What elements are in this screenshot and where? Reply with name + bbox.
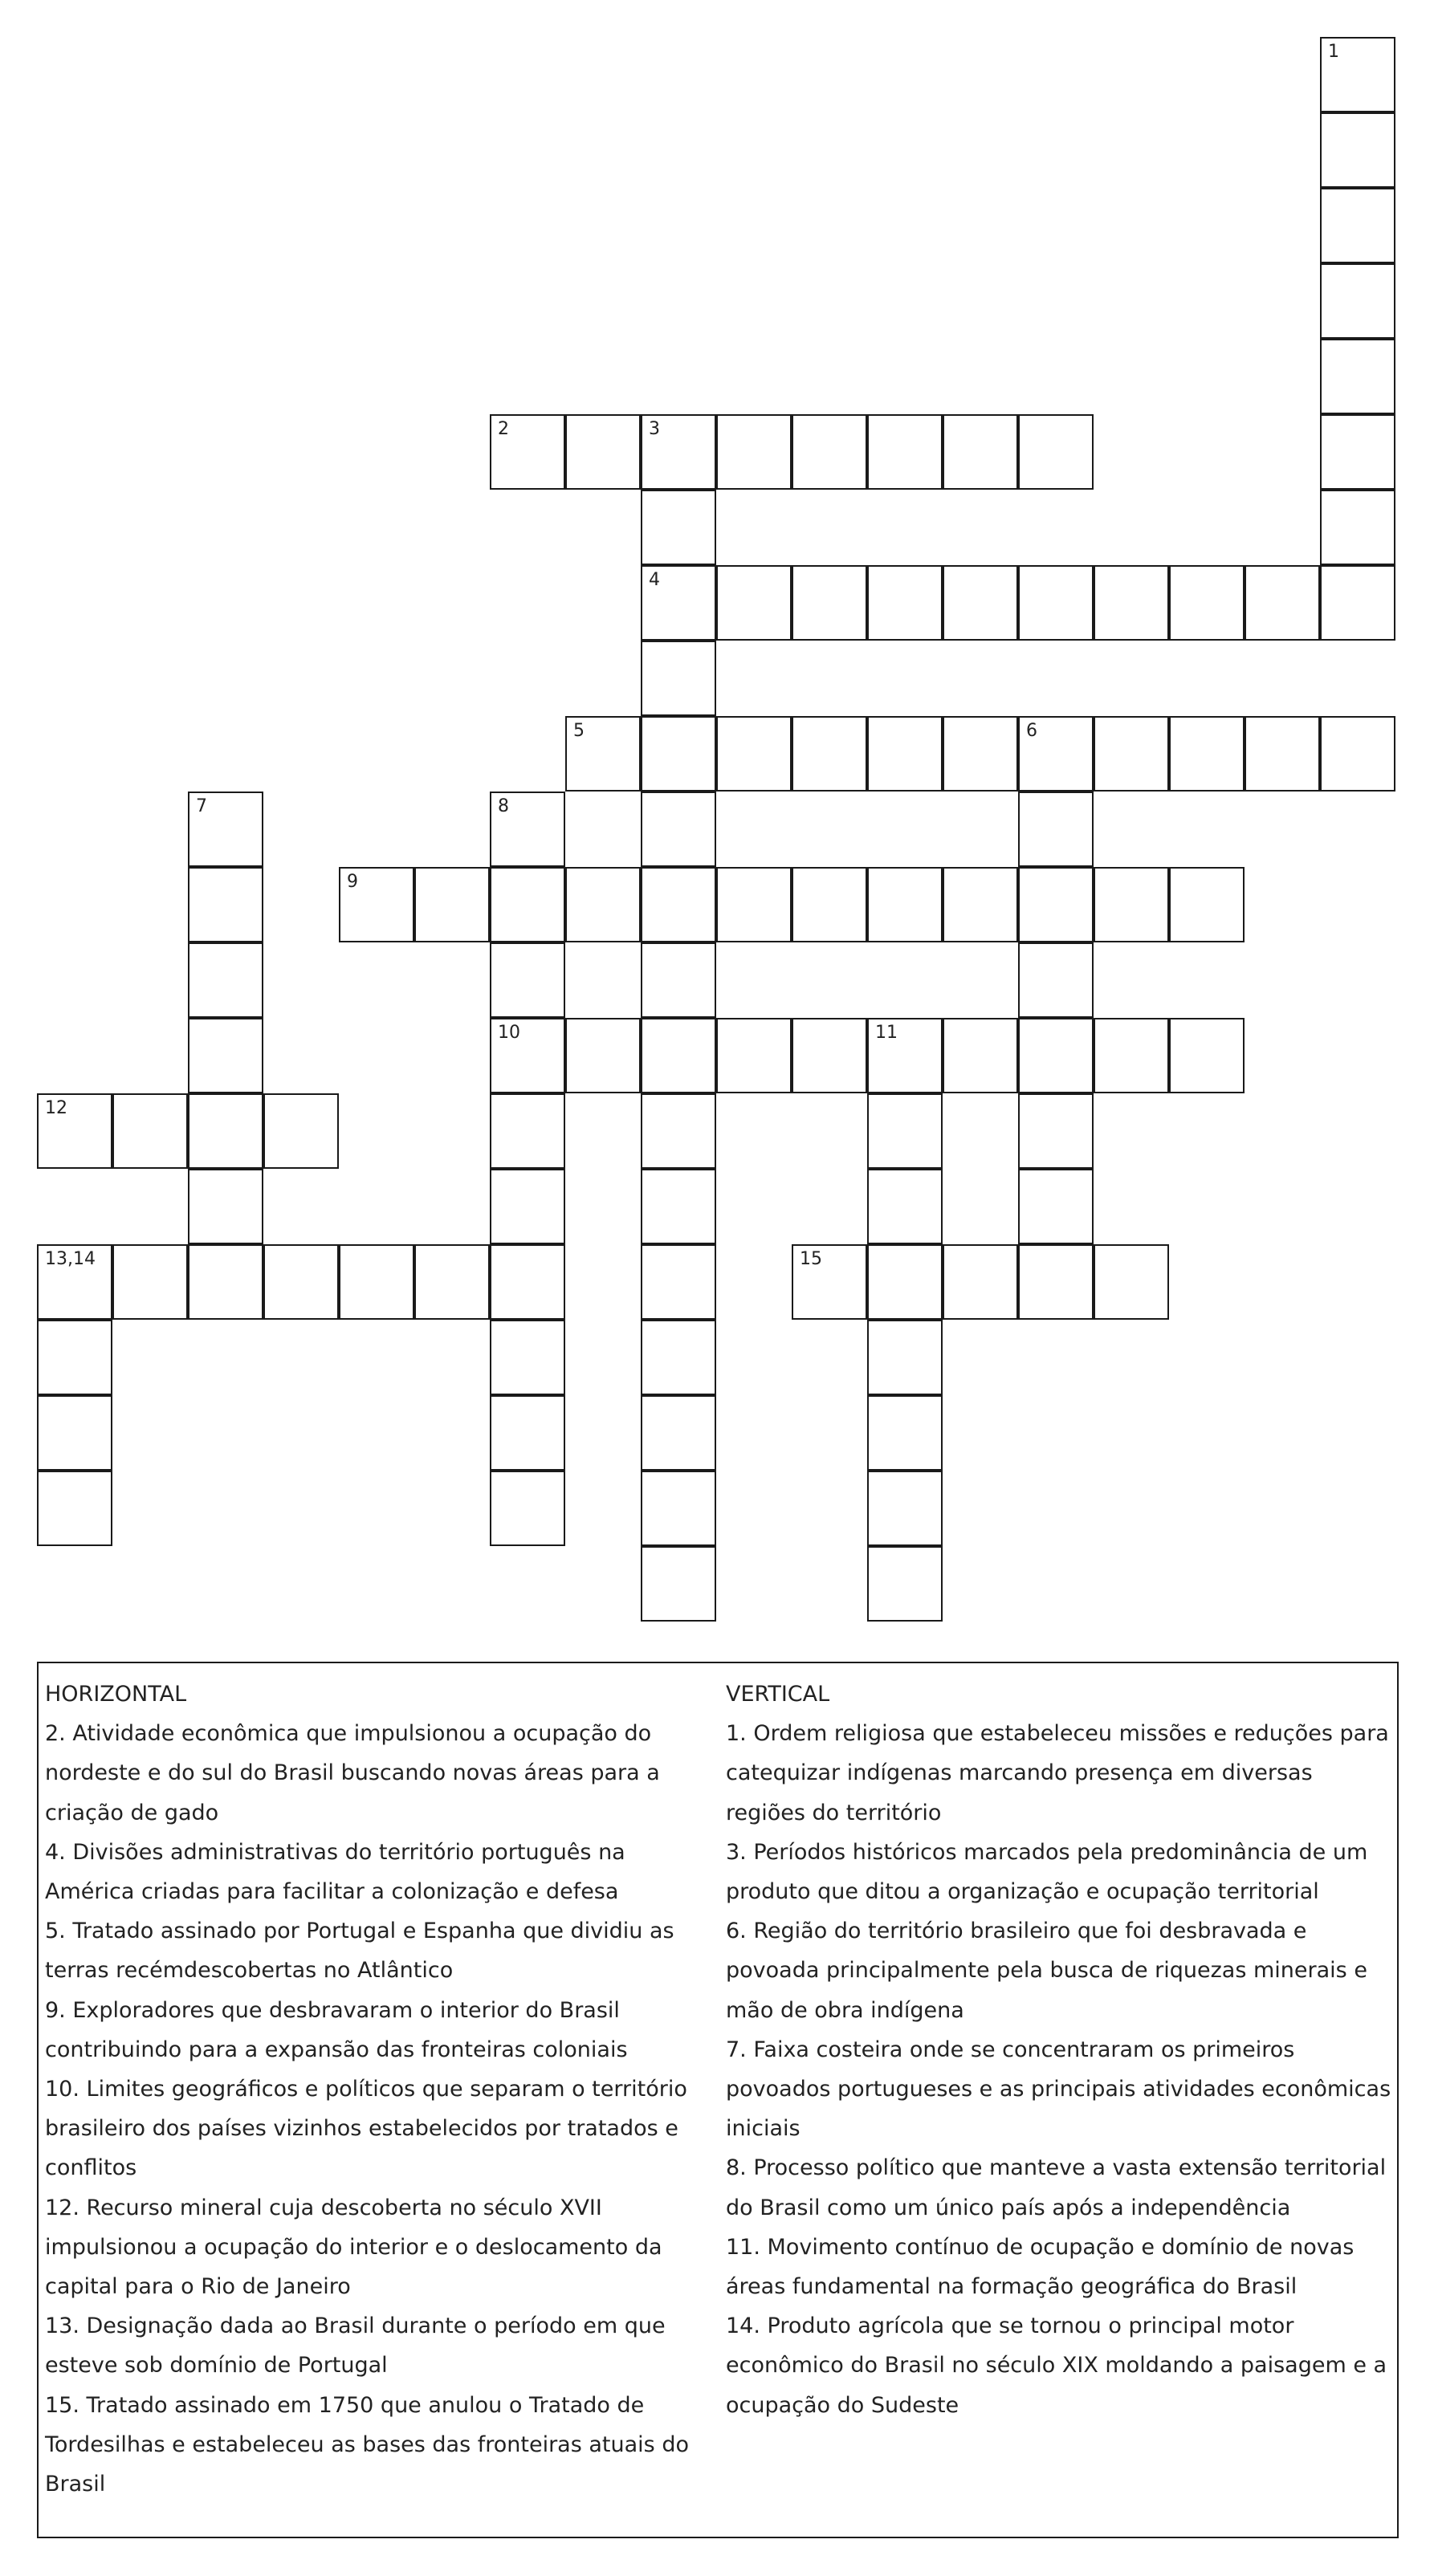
crossword-cell[interactable] [490, 1169, 565, 1244]
crossword-cell[interactable] [641, 867, 716, 942]
crossword-cell[interactable] [792, 565, 867, 641]
clue-v-1: 1. Ordem religiosa que estabeleceu missões e reduções para catequizar indígenas marcando presença em diversas regiões do território [726, 1721, 1389, 1825]
clue-v-11: 11. Movimento contínuo de ocupação e domínio de novas áreas fundamental na formação geográfica do Brasil [726, 2234, 1355, 2300]
crossword-cell[interactable] [490, 1395, 565, 1471]
crossword-cell[interactable] [641, 1320, 716, 1395]
clue-v-6: 6. Região do território brasileiro que foi desbravada e povoada principalmente pela busca de riquezas minerais e mão de obra indígena [726, 1919, 1367, 2023]
crossword-cell[interactable] [867, 1244, 943, 1320]
clue-number: 9 [347, 872, 358, 892]
crossword-cell[interactable] [1169, 716, 1245, 792]
crossword-cell[interactable] [1094, 1244, 1169, 1320]
crossword-cell[interactable] [641, 1395, 716, 1471]
crossword-cell[interactable] [1169, 1018, 1245, 1093]
crossword-cell[interactable] [1320, 490, 1395, 565]
crossword-cell[interactable] [641, 1546, 716, 1622]
clue-number: 11 [875, 1023, 898, 1043]
clue-number: 10 [498, 1023, 520, 1043]
clue-number: 8 [498, 796, 509, 816]
crossword-cell[interactable] [490, 1244, 565, 1320]
clue-h-15: 15. Tratado assinado em 1750 que anulou o Tratado de Tordesilhas e estabeleceu as bases das fronteiras atuais do Brasil [45, 2392, 689, 2497]
clue-number: 15 [800, 1249, 822, 1269]
crossword-cell[interactable] [867, 1471, 943, 1546]
crossword-cell[interactable] [943, 1244, 1018, 1320]
crossword-cell[interactable] [792, 867, 867, 942]
crossword-cell[interactable] [1018, 716, 1094, 792]
crossword-cell[interactable] [188, 1093, 263, 1169]
horizontal-heading: HORIZONTAL [45, 1682, 187, 1707]
crossword-cell[interactable] [641, 1169, 716, 1244]
crossword-cell[interactable] [792, 1018, 867, 1093]
clue-h-5: 5. Tratado assinado por Portugal e Espanha que dividiu as terras recémdescobertas no Atlântico [45, 1919, 674, 1984]
clue-v-14: 14. Produto agrícola que se tornou o principal motor econômico do Brasil no século XIX moldando a paisagem e a ocupação do Sudeste [726, 2314, 1387, 2418]
crossword-cell[interactable] [1169, 565, 1245, 641]
clue-h-2: 2. Atividade econômica que impulsionou a ocupação do nordeste e do sul do Brasil buscando novas áreas para a criação de gado [45, 1721, 660, 1825]
crossword-cell[interactable] [792, 1244, 867, 1320]
crossword-cell[interactable] [188, 1169, 263, 1244]
crossword-cell[interactable] [1018, 1093, 1094, 1169]
crossword-cell[interactable] [490, 1320, 565, 1395]
crossword-cell[interactable] [37, 1093, 112, 1169]
crossword-cell[interactable] [867, 414, 943, 490]
crossword-cell[interactable] [1320, 188, 1395, 263]
crossword-cell[interactable] [641, 565, 716, 641]
crossword-cell[interactable] [641, 414, 716, 490]
horizontal-clues [45, 1675, 703, 2504]
vertical-clues [726, 1675, 1392, 2425]
crossword-cell[interactable] [188, 1244, 263, 1320]
crossword-cell[interactable] [867, 867, 943, 942]
crossword-cell[interactable] [716, 867, 792, 942]
crossword-cell[interactable] [641, 1471, 716, 1546]
crossword-cell[interactable] [867, 1546, 943, 1622]
crossword-cell[interactable] [37, 1471, 112, 1546]
crossword-cell[interactable] [943, 414, 1018, 490]
clue-number: 5 [573, 721, 585, 741]
crossword-cell[interactable] [339, 1244, 414, 1320]
clue-h-12: 12. Recurso mineral cuja descoberta no século XVII impulsionou a ocupação do interior e o deslocamento da capital para o Rio de Janeiro [45, 2195, 662, 2300]
crossword-cell[interactable] [1320, 414, 1395, 490]
crossword-cell[interactable] [867, 716, 943, 792]
crossword-cell[interactable] [188, 942, 263, 1018]
crossword-cell[interactable] [37, 1320, 112, 1395]
clue-number: 4 [649, 570, 660, 590]
crossword-cell[interactable] [565, 867, 641, 942]
crossword-cell[interactable] [716, 716, 792, 792]
crossword-cell[interactable] [1018, 1169, 1094, 1244]
crossword-cell[interactable] [188, 792, 263, 867]
clue-v-8: 8. Processo político que manteve a vasta extensão territorial do Brasil como um único país após a independência [726, 2155, 1387, 2220]
crossword-cell[interactable] [339, 867, 414, 942]
crossword-cell[interactable] [641, 1018, 716, 1093]
crossword-cell[interactable] [867, 1320, 943, 1395]
crossword-cell[interactable] [1094, 716, 1169, 792]
clue-number: 3 [649, 419, 660, 439]
crossword-cell[interactable] [641, 716, 716, 792]
clue-h-13: 13. Designação dada ao Brasil durante o período em que esteve sob domínio de Portugal [45, 2314, 666, 2379]
crossword-cell[interactable] [867, 1169, 943, 1244]
crossword-cell[interactable] [490, 942, 565, 1018]
crossword-cell[interactable] [490, 1471, 565, 1546]
clue-number: 1 [1328, 42, 1339, 62]
crossword-cell[interactable] [37, 1395, 112, 1471]
crossword-cell[interactable] [943, 565, 1018, 641]
crossword-cell[interactable] [867, 1018, 943, 1093]
crossword-cell[interactable] [1018, 867, 1094, 942]
crossword-cell[interactable] [490, 1093, 565, 1169]
crossword-cell[interactable] [1094, 565, 1169, 641]
crossword-cell[interactable] [716, 1018, 792, 1093]
crossword-cell[interactable] [414, 1244, 490, 1320]
crossword-cell[interactable] [943, 1018, 1018, 1093]
clue-v-7: 7. Faixa costeira onde se concentraram os primeiros povoados portugueses e as principais atividades econômicas iniciais [726, 2037, 1391, 2142]
clue-h-4: 4. Divisões administrativas do território português na América criadas para facilitar a colonização e defesa [45, 1839, 625, 1905]
crossword-cell[interactable] [943, 716, 1018, 792]
clue-number: 12 [45, 1098, 67, 1118]
crossword-cell[interactable] [867, 565, 943, 641]
crossword-cell[interactable] [1320, 339, 1395, 414]
crossword-cell[interactable] [565, 716, 641, 792]
crossword-cell[interactable] [188, 1018, 263, 1093]
clue-number: 13,14 [45, 1249, 96, 1269]
crossword-cell[interactable] [1018, 792, 1094, 867]
crossword-cell[interactable] [716, 565, 792, 641]
crossword-cell[interactable] [716, 414, 792, 490]
crossword-cell[interactable] [792, 414, 867, 490]
crossword-cell[interactable] [1018, 565, 1094, 641]
clue-h-9: 9. Exploradores que desbravaram o interior do Brasil contribuindo para a expansão das fronteiras coloniais [45, 1997, 628, 2062]
crossword-cell[interactable] [641, 1244, 716, 1320]
crossword-cell[interactable] [867, 1395, 943, 1471]
crossword-cell[interactable] [1320, 565, 1395, 641]
crossword-cell[interactable] [1320, 716, 1395, 792]
crossword-cell[interactable] [792, 716, 867, 792]
crossword-cell[interactable] [565, 1018, 641, 1093]
crossword-cell[interactable] [1320, 263, 1395, 339]
crossword-cell[interactable] [112, 1093, 188, 1169]
crossword-cell[interactable] [490, 792, 565, 867]
crossword-cell[interactable] [1245, 716, 1320, 792]
crossword-cell[interactable] [112, 1244, 188, 1320]
crossword-cell[interactable] [1018, 1244, 1094, 1320]
clues-box [37, 1662, 1399, 2538]
crossword-cell[interactable] [37, 1244, 112, 1320]
crossword-cell[interactable] [1018, 942, 1094, 1018]
crossword-cell[interactable] [641, 1093, 716, 1169]
crossword-cell[interactable] [263, 1093, 339, 1169]
crossword-cell[interactable] [263, 1244, 339, 1320]
crossword-cell[interactable] [1018, 414, 1094, 490]
crossword-cell[interactable] [414, 867, 490, 942]
crossword-cell[interactable] [1094, 1018, 1169, 1093]
crossword-cell[interactable] [641, 792, 716, 867]
clue-number: 2 [498, 419, 509, 439]
crossword-cell[interactable] [490, 867, 565, 942]
crossword-cell[interactable] [641, 641, 716, 716]
crossword-cell[interactable] [565, 414, 641, 490]
crossword-cell[interactable] [1169, 867, 1245, 942]
crossword-cell[interactable] [1245, 565, 1320, 641]
crossword-cell[interactable] [641, 490, 716, 565]
vertical-heading: VERTICAL [726, 1682, 830, 1707]
crossword-cell[interactable] [188, 867, 263, 942]
crossword-cell[interactable] [943, 867, 1018, 942]
crossword-cell[interactable] [490, 414, 565, 490]
crossword-cell[interactable] [1094, 867, 1169, 942]
clue-v-3: 3. Períodos históricos marcados pela predominância de um produto que ditou a organização e ocupação territorial [726, 1839, 1368, 1905]
crossword-cell[interactable] [1320, 112, 1395, 188]
clue-h-10: 10. Limites geográficos e políticos que separam o território brasileiro dos países vizinhos estabelecidos por tratados e conflitos [45, 2077, 687, 2181]
crossword-cell[interactable] [1018, 1018, 1094, 1093]
crossword-cell[interactable] [867, 1093, 943, 1169]
crossword-cell[interactable] [490, 1018, 565, 1093]
crossword-cell[interactable] [641, 942, 716, 1018]
crossword-cell[interactable] [1320, 37, 1395, 112]
clue-number: 7 [196, 796, 207, 816]
clue-number: 6 [1026, 721, 1037, 741]
